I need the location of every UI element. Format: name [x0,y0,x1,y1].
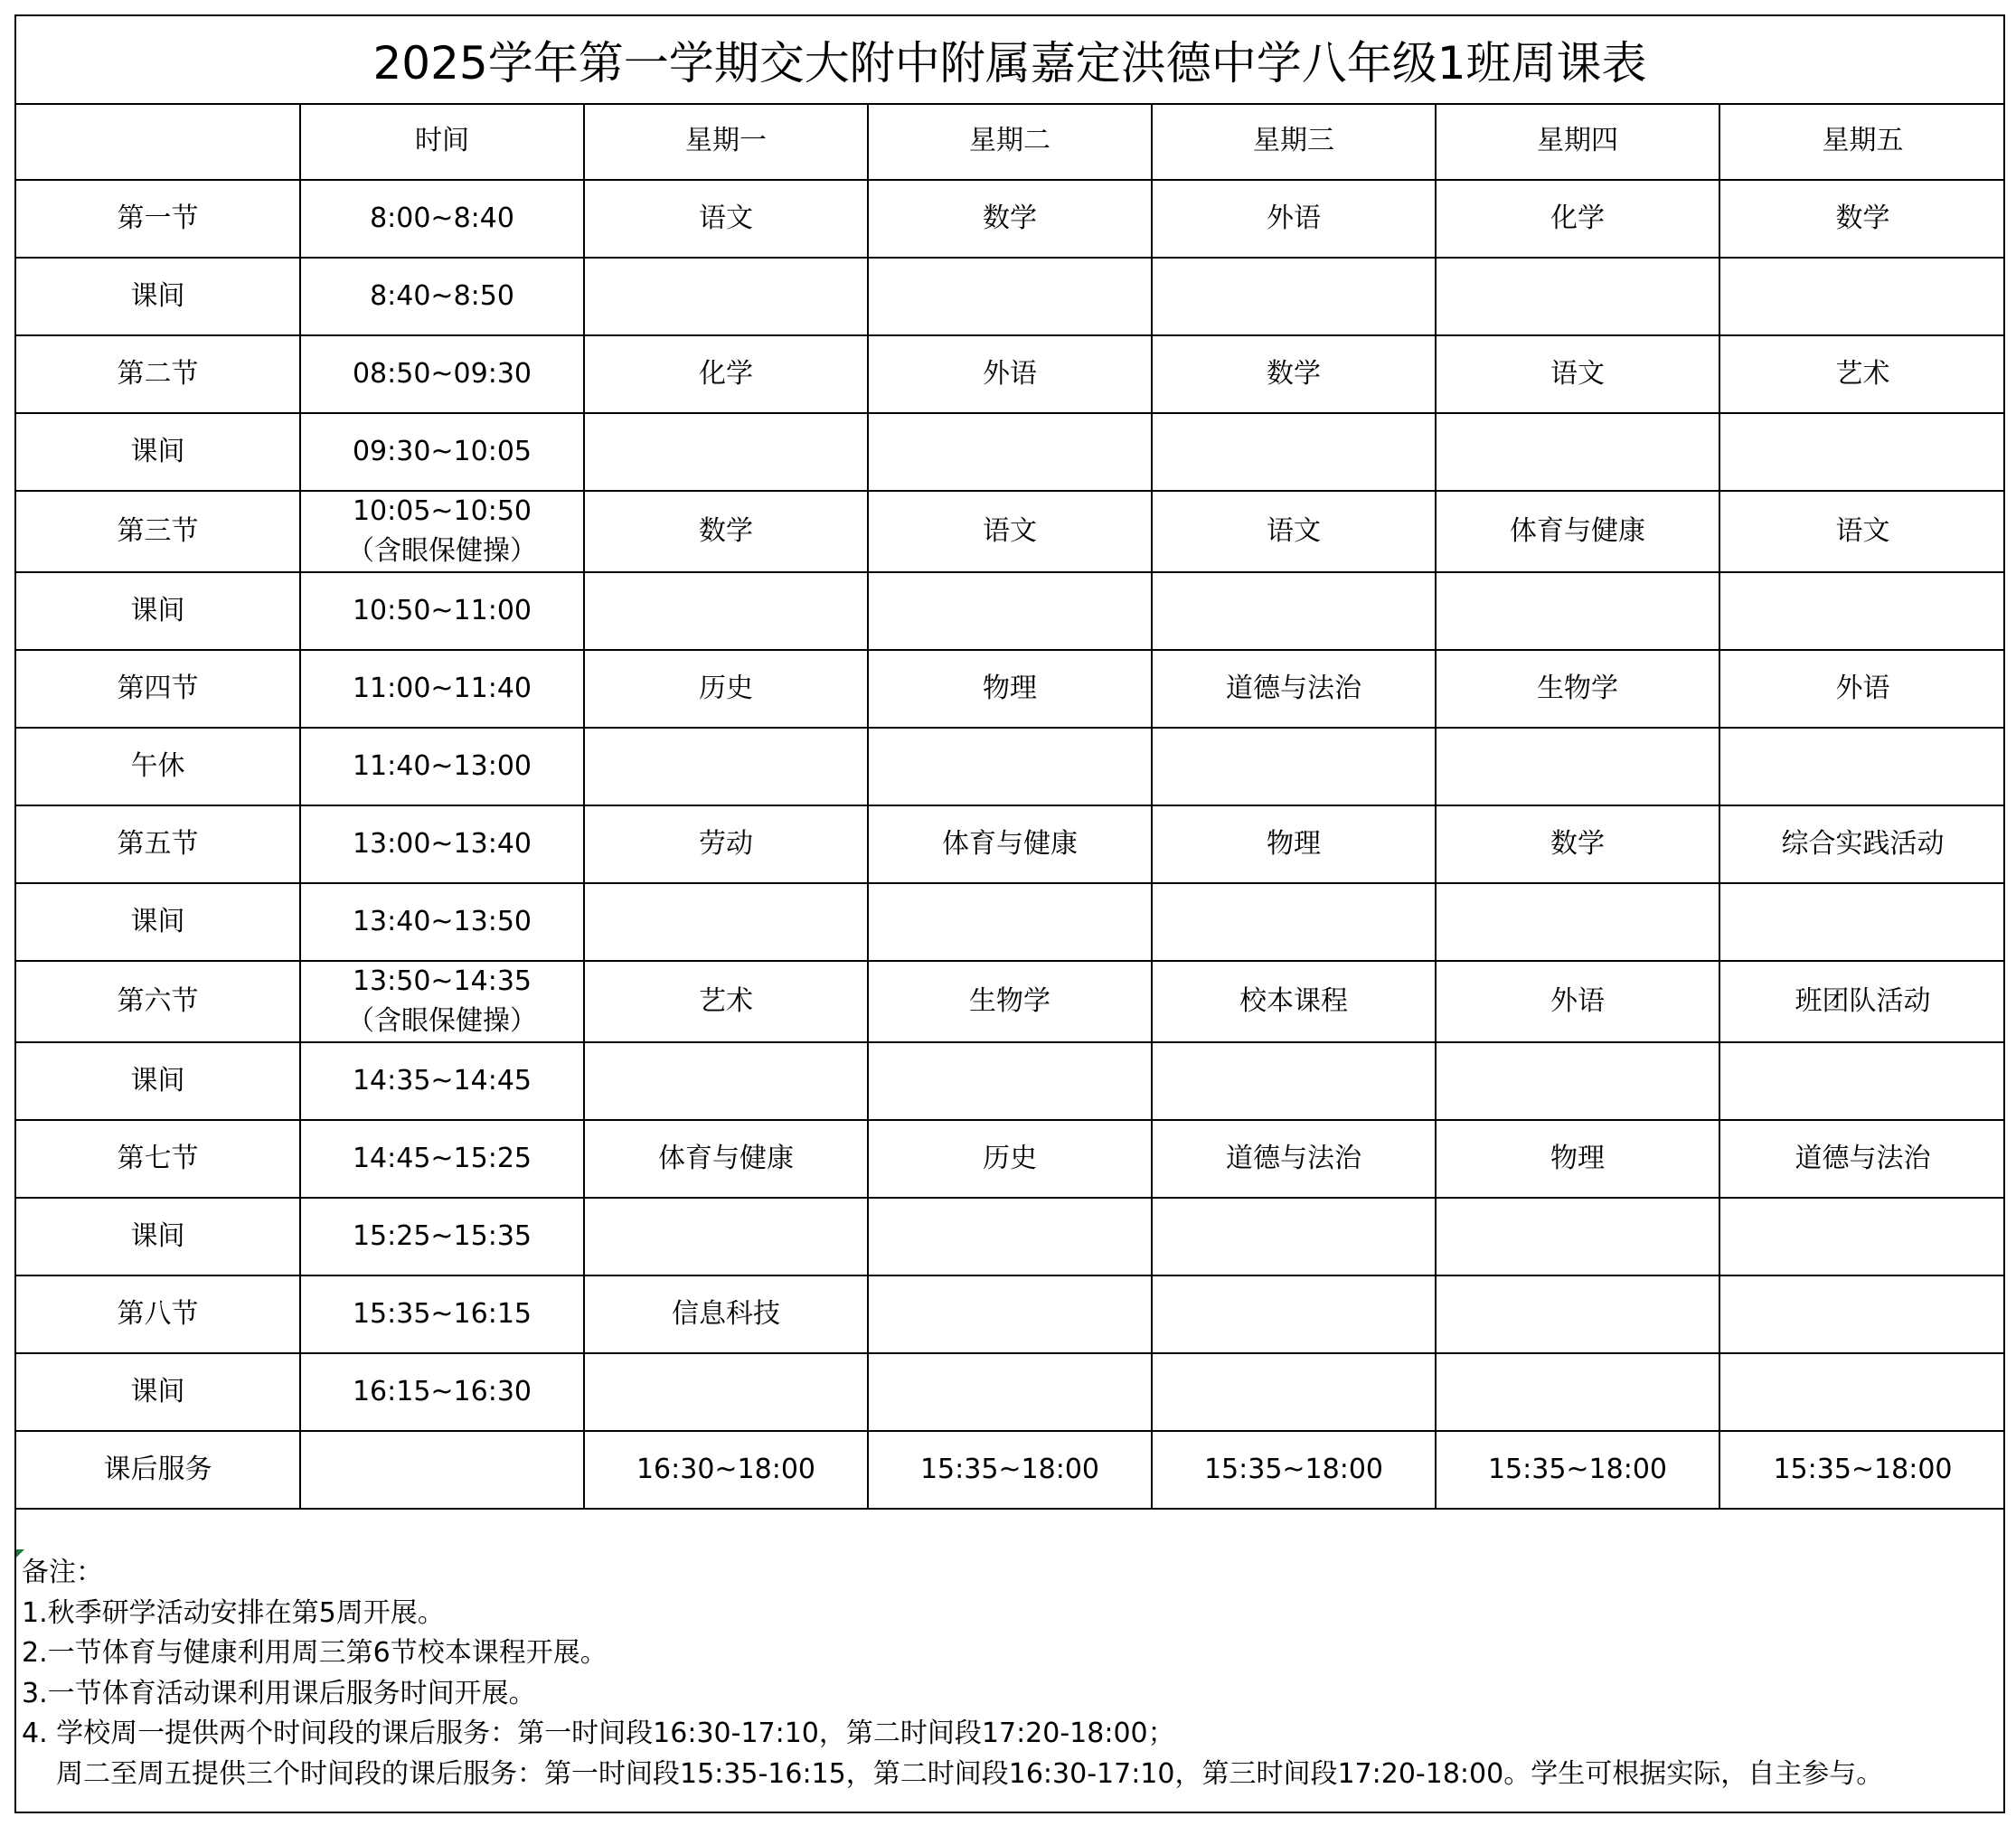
period-label-cell[interactable]: 课间 [16,1042,300,1120]
note-line: 2.一节体育与健康利用周三第6节校本课程开展。 [22,1637,608,1669]
subject-cell[interactable] [1436,258,1719,335]
time-range: 15:25~15:35 [352,1220,532,1252]
subject-cell[interactable] [868,1042,1152,1120]
subject-cell[interactable] [1436,1198,1719,1275]
time-note: （含眼保健操） [347,535,537,567]
time-cell[interactable] [300,1198,584,1275]
table-row [16,491,2005,572]
table-row [16,180,2005,258]
subject-cell[interactable]: 数学 [868,180,1152,258]
subject-cell[interactable] [1152,258,1436,335]
period-label-cell[interactable]: 第二节 [16,335,300,413]
period-label-cell[interactable]: 课间 [16,413,300,491]
subject-cell[interactable]: 外语 [868,335,1152,413]
period-label-cell[interactable]: 课后服务 [16,1431,300,1509]
subject-cell[interactable]: 语文 [1152,491,1436,572]
subject-cell[interactable]: 道德与法治 [1152,650,1436,728]
period-label-cell[interactable]: 课间 [16,572,300,650]
time-range: 13:50~14:35 [352,965,532,997]
subject-cell[interactable]: 班团队活动 [1719,961,2005,1042]
table-row [16,728,2005,805]
time-cell[interactable] [300,335,584,413]
subject-cell[interactable] [584,572,868,650]
subject-cell[interactable]: 体育与健康 [1436,491,1719,572]
table-row [16,1431,2005,1509]
time-cell[interactable] [300,1120,584,1198]
period-label-cell[interactable]: 第一节 [16,180,300,258]
table-row [16,1275,2005,1353]
title-bar [16,16,2003,105]
subject-cell[interactable]: 数学 [1719,180,2005,258]
subject-cell[interactable]: 校本课程 [1152,961,1436,1042]
subject-cell[interactable]: 语文 [868,491,1152,572]
time-range: 14:35~14:45 [352,1065,532,1097]
table-row [16,335,2005,413]
time-range: 10:05~10:50 [352,495,532,527]
table-row [16,1042,2005,1120]
time-range: 14:45~15:25 [352,1143,532,1174]
time-range: 15:35~16:15 [352,1298,532,1330]
time-range: 08:50~09:30 [352,358,532,390]
subject-cell[interactable] [1436,1353,1719,1431]
subject-cell[interactable]: 劳动 [584,805,868,883]
time-cell[interactable] [300,180,584,258]
subject-cell[interactable] [1152,572,1436,650]
subject-cell[interactable] [868,1198,1152,1275]
notes-heading: 备注： [22,1557,103,1588]
period-label-cell[interactable]: 课间 [16,883,300,961]
table-row [16,883,2005,961]
subject-cell[interactable]: 道德与法治 [1152,1120,1436,1198]
subject-cell[interactable]: 综合实践活动 [1719,805,2005,883]
subject-cell[interactable] [868,413,1152,491]
period-label-cell[interactable]: 课间 [16,1353,300,1431]
subject-cell[interactable]: 体育与健康 [868,805,1152,883]
period-label-cell[interactable]: 第五节 [16,805,300,883]
period-label-cell[interactable]: 第八节 [16,1275,300,1353]
subject-cell[interactable] [584,258,868,335]
header-cell[interactable]: 星期二 [868,103,1152,180]
subject-cell[interactable] [1436,1275,1719,1353]
subject-cell[interactable] [1152,1198,1436,1275]
subject-cell[interactable] [868,883,1152,961]
subject-cell[interactable]: 物理 [868,650,1152,728]
note-line: 1.秋季研学活动安排在第5周开展。 [22,1596,445,1629]
time-cell[interactable] [300,1275,584,1353]
period-label-cell[interactable]: 第六节 [16,961,300,1042]
subject-cell[interactable] [1719,572,2005,650]
subject-cell[interactable] [868,1275,1152,1353]
subject-cell[interactable] [868,572,1152,650]
time-cell[interactable] [300,650,584,728]
subject-cell[interactable]: 15:35~18:00 [868,1431,1152,1509]
header-cell[interactable]: 星期四 [1436,103,1719,180]
table-row [16,650,2005,728]
time-range: 13:00~13:40 [352,828,532,860]
period-label-cell[interactable]: 午休 [16,728,300,805]
subject-cell[interactable] [868,258,1152,335]
time-cell[interactable] [300,728,584,805]
subject-cell[interactable]: 15:35~18:00 [1436,1431,1719,1509]
time-range: 11:00~11:40 [352,673,532,704]
subject-cell[interactable] [1436,413,1719,491]
table-row [16,1198,2005,1275]
subject-cell[interactable] [1152,728,1436,805]
subject-cell[interactable] [1719,883,2005,961]
time-cell[interactable] [300,1042,584,1120]
time-range: 8:40~8:50 [370,280,514,312]
time-range: 8:00~8:40 [370,202,514,234]
subject-cell[interactable]: 化学 [584,335,868,413]
period-label-cell[interactable]: 第四节 [16,650,300,728]
subject-cell[interactable]: 15:35~18:00 [1152,1431,1436,1509]
subject-cell[interactable]: 外语 [1152,180,1436,258]
table-row [16,572,2005,650]
header-cell[interactable]: 星期一 [584,103,868,180]
subject-cell[interactable] [584,1353,868,1431]
subject-cell[interactable]: 生物学 [1436,650,1719,728]
subject-cell[interactable]: 物理 [1436,1120,1719,1198]
subject-cell[interactable] [868,1353,1152,1431]
subject-cell[interactable] [584,883,868,961]
subject-cell[interactable] [1152,1275,1436,1353]
time-cell[interactable] [300,258,584,335]
subject-cell[interactable] [868,728,1152,805]
subject-cell[interactable]: 历史 [868,1120,1152,1198]
subject-cell[interactable] [1719,413,2005,491]
period-label-cell[interactable]: 第七节 [16,1120,300,1198]
subject-cell[interactable]: 15:35~18:00 [1719,1431,2005,1509]
table-row [16,1120,2005,1198]
note-line: 周二至周五提供三个时间段的课后服务：第一时间段15:35-16:15，第二时间段16:30-17:10，第三时间段17:20-18:00。学生可根据实际，自主参与。 [56,1757,1884,1790]
time-range: 10:50~11:00 [352,595,532,626]
subject-cell[interactable] [1152,883,1436,961]
subject-cell[interactable] [584,413,868,491]
subject-cell[interactable]: 道德与法治 [1719,1120,2005,1198]
subject-cell[interactable] [1436,883,1719,961]
subject-cell[interactable]: 数学 [584,491,868,572]
header-row [16,103,2005,180]
subject-cell[interactable]: 数学 [1436,805,1719,883]
table-row [16,413,2005,491]
notes-block [22,1553,1992,1794]
subject-cell[interactable] [584,1198,868,1275]
subject-cell[interactable] [1719,1353,2005,1431]
subject-cell[interactable]: 化学 [1436,180,1719,258]
subject-cell[interactable]: 外语 [1436,961,1719,1042]
subject-cell[interactable] [584,1042,868,1120]
header-cell[interactable]: 星期三 [1152,103,1436,180]
note-line: 3.一节体育活动课利用课后服务时间开展。 [22,1677,536,1709]
subject-cell[interactable] [1436,1042,1719,1120]
subject-cell[interactable]: 体育与健康 [584,1120,868,1198]
subject-cell[interactable] [1436,728,1719,805]
period-label-cell[interactable]: 第三节 [16,491,300,572]
table-row [16,805,2005,883]
time-cell[interactable] [300,1353,584,1431]
table-row [16,1353,2005,1431]
subject-cell[interactable]: 外语 [1719,650,2005,728]
subject-cell[interactable]: 艺术 [1719,335,2005,413]
header-cell[interactable]: 时间 [300,103,584,180]
subject-cell[interactable] [1719,728,2005,805]
timetable [16,103,2005,1510]
subject-cell[interactable]: 生物学 [868,961,1152,1042]
time-cell[interactable] [300,883,584,961]
subject-cell[interactable] [1152,1353,1436,1431]
subject-cell[interactable] [1152,413,1436,491]
time-cell[interactable] [300,961,584,1042]
header-cell[interactable] [16,103,300,180]
time-cell[interactable] [300,1431,584,1509]
time-range: 11:40~13:00 [352,750,532,782]
period-label-cell[interactable]: 课间 [16,1198,300,1275]
time-cell[interactable] [300,491,584,572]
subject-cell[interactable] [1436,572,1719,650]
subject-cell[interactable]: 语文 [584,180,868,258]
page-title: 2025学年第一学期交大附中附属嘉定洪德中学八年级1班周课表 [372,37,1647,89]
timetable-sheet [14,14,2005,1813]
subject-cell[interactable]: 信息科技 [584,1275,868,1353]
subject-cell[interactable]: 语文 [1719,491,2005,572]
note-line: 4. 学校周一提供两个时间段的课后服务：第一时间段16:30-17:10，第二时间段17:20-18:00； [22,1718,1175,1749]
subject-cell[interactable]: 艺术 [584,961,868,1042]
time-cell[interactable] [300,413,584,491]
header-cell[interactable]: 星期五 [1719,103,2005,180]
subject-cell[interactable]: 物理 [1152,805,1436,883]
subject-cell[interactable] [1719,258,2005,335]
time-cell[interactable] [300,572,584,650]
table-row [16,961,2005,1042]
period-label-cell[interactable]: 课间 [16,258,300,335]
time-range: 13:40~13:50 [352,906,532,937]
subject-cell[interactable]: 16:30~18:00 [584,1431,868,1509]
time-cell[interactable] [300,805,584,883]
subject-cell[interactable] [1719,1042,2005,1120]
subject-cell[interactable] [584,728,868,805]
time-range: 09:30~10:05 [352,436,532,467]
subject-cell[interactable]: 历史 [584,650,868,728]
subject-cell[interactable] [1152,1042,1436,1120]
subject-cell[interactable] [1719,1198,2005,1275]
subject-cell[interactable]: 数学 [1152,335,1436,413]
table-row [16,258,2005,335]
time-range: 16:15~16:30 [352,1376,532,1407]
subject-cell[interactable] [1719,1275,2005,1353]
time-note: （含眼保健操） [347,1005,537,1037]
subject-cell[interactable]: 语文 [1436,335,1719,413]
